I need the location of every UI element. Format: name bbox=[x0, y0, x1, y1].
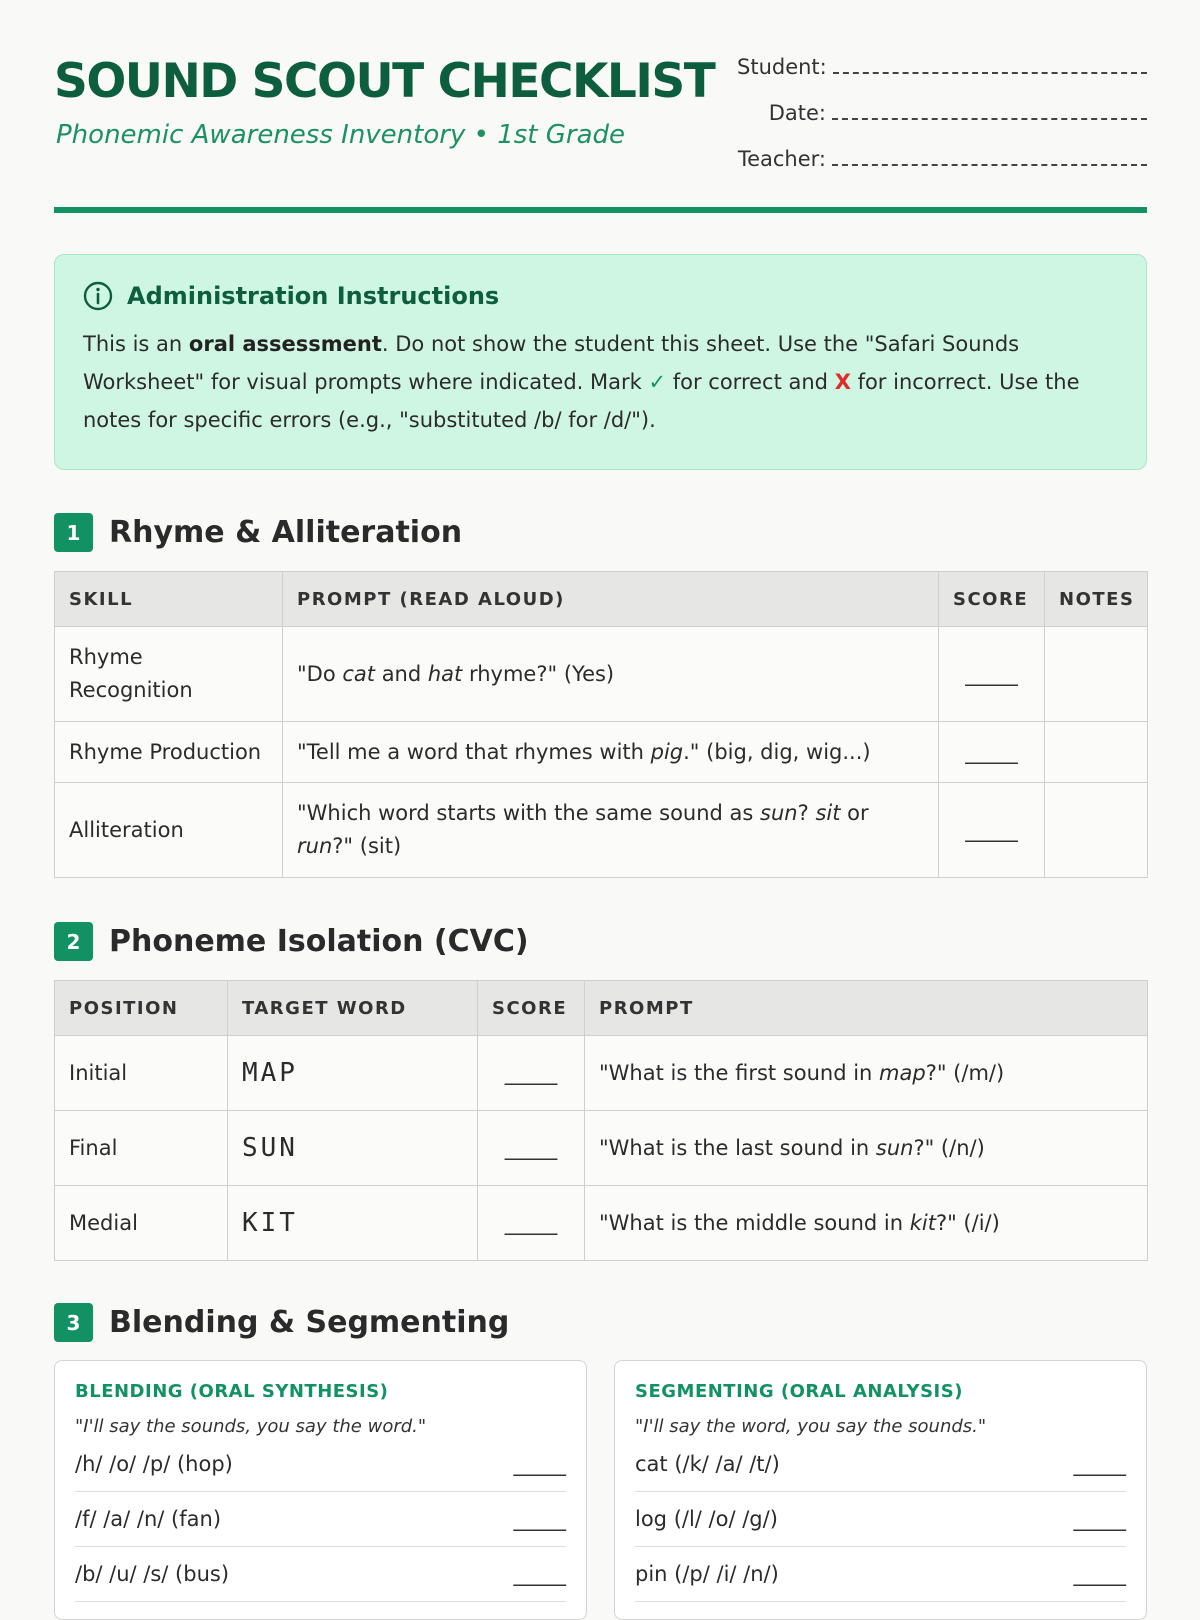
prompt-cell bbox=[585, 1111, 1148, 1186]
prompt-text: ?" (/m/) bbox=[925, 1060, 1005, 1085]
worksheet-page bbox=[54, 0, 1147, 1586]
score-blank[interactable]: _____ bbox=[939, 627, 1045, 722]
instructions-text-1: This is an bbox=[83, 332, 189, 356]
prompt-text: "What is the first sound in bbox=[599, 1060, 880, 1085]
blending-title: BLENDING (ORAL SYNTHESIS) bbox=[75, 1381, 389, 1402]
prompt-text: and bbox=[375, 661, 428, 686]
score-blank[interactable]: _____ bbox=[478, 1036, 585, 1111]
prompt-text: "Do bbox=[297, 661, 343, 686]
section-2-heading bbox=[54, 922, 529, 961]
target-word-cell: MAP bbox=[228, 1036, 478, 1111]
score-blank[interactable]: _____ bbox=[939, 722, 1045, 783]
prompt-word: map bbox=[879, 1060, 926, 1085]
prompt-text: ." (big, dig, wig...) bbox=[683, 739, 871, 764]
teacher-field[interactable] bbox=[737, 147, 1147, 193]
position-cell: Final bbox=[55, 1111, 228, 1186]
prompt-cell bbox=[283, 722, 939, 783]
table-row bbox=[55, 722, 1148, 783]
prompt-cell bbox=[585, 1186, 1148, 1261]
prompt-cell bbox=[585, 1036, 1148, 1111]
student-blank-line[interactable] bbox=[833, 56, 1147, 74]
date-field[interactable] bbox=[737, 101, 1147, 147]
instructions-text-4: for incorrect. Use the notes for specific errors (e.g., "substituted /b/ for /d/"). bbox=[83, 370, 1080, 432]
instructions-callout bbox=[54, 254, 1147, 470]
table-header-row bbox=[55, 981, 1148, 1036]
date-label: Date: bbox=[768, 101, 826, 125]
score-blank[interactable]: _____ bbox=[939, 783, 1045, 878]
teacher-label: Teacher: bbox=[737, 147, 826, 171]
table-row bbox=[55, 783, 1148, 878]
table-header-row bbox=[55, 572, 1148, 627]
score-blank[interactable]: _____ bbox=[513, 1507, 566, 1531]
blending-quote: "I'll say the sounds, you say the word." bbox=[75, 1416, 427, 1437]
prompt-text: rhyme?" (Yes) bbox=[462, 661, 615, 686]
section-2-title: Phoneme Isolation (CVC) bbox=[109, 924, 529, 959]
prompt-text: "Tell me a word that rhymes with bbox=[297, 739, 651, 764]
section-3-heading bbox=[54, 1303, 509, 1342]
prompt-word: pig bbox=[650, 739, 684, 764]
column-header-prompt: PROMPT (READ ALOUD) bbox=[283, 572, 939, 627]
column-header-prompt: PROMPT bbox=[585, 981, 1148, 1036]
item-text: /f/ /a/ /n/ (fan) bbox=[75, 1507, 222, 1531]
instructions-heading bbox=[83, 281, 1118, 311]
column-header-skill: SKILL bbox=[55, 572, 283, 627]
table-row bbox=[55, 627, 1148, 722]
prompt-text: ?" (/i/) bbox=[935, 1210, 1000, 1235]
prompt-cell bbox=[283, 783, 939, 878]
position-cell: Initial bbox=[55, 1036, 228, 1111]
column-header-target-word: TARGET WORD bbox=[228, 981, 478, 1036]
score-blank[interactable]: _____ bbox=[478, 1186, 585, 1261]
skill-cell: Alliteration bbox=[55, 783, 283, 878]
prompt-word: sun bbox=[875, 1135, 914, 1160]
instructions-text-2: . Do not show the student this sheet. Use the "Safari Sounds Worksheet" for visual prompts where indicated. Mark bbox=[83, 332, 1020, 394]
segmenting-title: SEGMENTING (ORAL ANALYSIS) bbox=[635, 1381, 963, 1402]
prompt-word: hat bbox=[427, 661, 463, 686]
instructions-bold: oral assessment bbox=[188, 332, 382, 356]
notes-cell[interactable] bbox=[1045, 722, 1148, 783]
page-subtitle: Phonemic Awareness Inventory • 1st Grade bbox=[56, 120, 626, 150]
section-1-number: 1 bbox=[54, 513, 93, 552]
score-blank[interactable]: _____ bbox=[478, 1111, 585, 1186]
rhyme-table bbox=[54, 571, 1148, 878]
column-header-notes: NOTES bbox=[1045, 572, 1148, 627]
section-3-number: 3 bbox=[54, 1303, 93, 1342]
column-header-position: POSITION bbox=[55, 981, 228, 1036]
item-text: /b/ /u/ /s/ (bus) bbox=[75, 1562, 230, 1586]
list-item bbox=[635, 1547, 1126, 1602]
target-word-cell: SUN bbox=[228, 1111, 478, 1186]
list-item bbox=[75, 1547, 566, 1602]
prompt-text: or bbox=[840, 801, 869, 825]
student-label: Student: bbox=[737, 55, 827, 79]
date-blank-line[interactable] bbox=[832, 102, 1147, 120]
section-1-title: Rhyme & Alliteration bbox=[109, 515, 463, 550]
worksheet-header bbox=[54, 0, 1147, 210]
check-mark-icon: ✓ bbox=[648, 370, 667, 394]
prompt-word: cat bbox=[342, 661, 376, 686]
instructions-body bbox=[83, 325, 1118, 439]
segmenting-card bbox=[614, 1360, 1147, 1620]
score-blank[interactable]: _____ bbox=[513, 1562, 566, 1586]
page-title: SOUND SCOUT CHECKLIST bbox=[54, 54, 715, 109]
section-2-number: 2 bbox=[54, 922, 93, 961]
notes-cell[interactable] bbox=[1045, 627, 1148, 722]
item-text: /h/ /o/ /p/ (hop) bbox=[75, 1452, 233, 1476]
score-blank[interactable]: _____ bbox=[1073, 1562, 1126, 1586]
prompt-text: ?" (/n/) bbox=[913, 1135, 985, 1160]
prompt-word: sit bbox=[815, 801, 841, 825]
blending-card bbox=[54, 1360, 587, 1620]
isolation-table bbox=[54, 980, 1148, 1261]
prompt-text: ? bbox=[797, 801, 816, 825]
notes-cell[interactable] bbox=[1045, 783, 1148, 878]
table-row bbox=[55, 1186, 1148, 1261]
column-header-score: SCORE bbox=[939, 572, 1045, 627]
list-item bbox=[75, 1492, 566, 1547]
prompt-text: "What is the middle sound in bbox=[599, 1210, 910, 1235]
prompt-cell bbox=[283, 627, 939, 722]
column-header-score: SCORE bbox=[478, 981, 585, 1036]
segmenting-quote: "I'll say the word, you say the sounds." bbox=[635, 1416, 987, 1437]
section-3-title: Blending & Segmenting bbox=[109, 1305, 510, 1340]
info-icon bbox=[83, 281, 113, 311]
prompt-text: "What is the last sound in bbox=[599, 1135, 876, 1160]
teacher-blank-line[interactable] bbox=[832, 148, 1147, 166]
table-row bbox=[55, 1036, 1148, 1111]
list-item bbox=[635, 1492, 1126, 1547]
item-text: cat (/k/ /a/ /t/) bbox=[635, 1452, 780, 1476]
position-cell: Medial bbox=[55, 1186, 228, 1261]
prompt-word: kit bbox=[909, 1210, 936, 1235]
instructions-title: Administration Instructions bbox=[127, 282, 500, 310]
cross-mark-icon: X bbox=[834, 370, 851, 394]
prompt-word: run bbox=[297, 834, 333, 858]
section-1-heading bbox=[54, 513, 462, 552]
list-item bbox=[635, 1437, 1126, 1492]
prompt-word: sun bbox=[760, 801, 798, 825]
item-text: log (/l/ /o/ /g/) bbox=[635, 1507, 778, 1531]
prompt-text: "Which word starts with the same sound as bbox=[297, 801, 761, 825]
score-blank[interactable]: _____ bbox=[1073, 1452, 1126, 1476]
score-blank[interactable]: _____ bbox=[513, 1452, 566, 1476]
table-row bbox=[55, 1111, 1148, 1186]
score-blank[interactable]: _____ bbox=[1073, 1507, 1126, 1531]
prompt-text: ?" (sit) bbox=[332, 834, 402, 858]
header-divider bbox=[54, 207, 1147, 213]
student-field[interactable] bbox=[737, 55, 1147, 101]
skill-cell: Rhyme Production bbox=[55, 722, 283, 783]
skill-cell: Rhyme Recognition bbox=[55, 627, 283, 722]
target-word-cell: KIT bbox=[228, 1186, 478, 1261]
instructions-text-3: for correct and bbox=[666, 370, 835, 394]
student-info-fields bbox=[737, 55, 1147, 193]
list-item bbox=[75, 1437, 566, 1492]
item-text: pin (/p/ /i/ /n/) bbox=[635, 1562, 779, 1586]
